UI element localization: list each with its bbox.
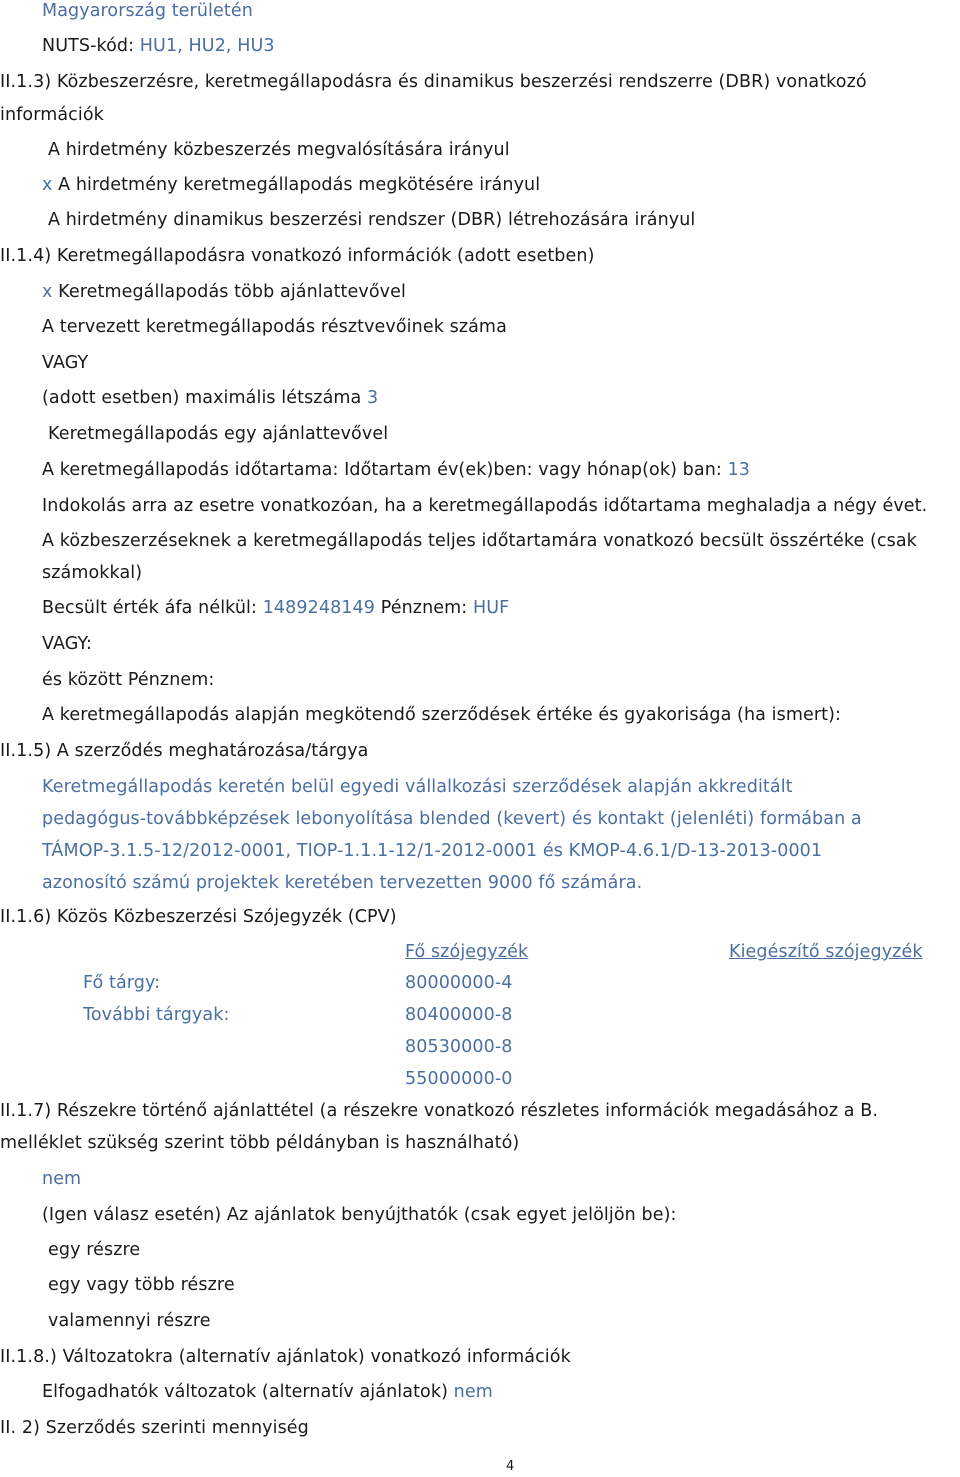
field-value: 13 [727,460,751,480]
field-value: 3 [367,388,379,408]
section-heading: II.1.7) Részekre történő ajánlattétel (a részekre vonatkozó részletes információk megadásához a B. [0,1101,879,1121]
field-label: Becsült érték áfa nélkül: [42,598,263,618]
cpv-more-code: 55000000-0 [405,1069,513,1089]
contract-description: pedagógus-továbbképzések lebonyolítása blended (kevert) és kontakt (jelenléti) formában a [42,809,862,829]
option-text: egy vagy több részre [48,1275,235,1295]
field-label: Indokolás arra az esetre vonatkozóan, ha a keretmegállapodás időtartama meghaladja a négy évet. [42,496,928,516]
section-heading: II. 2) Szerződés szerinti mennyiség [0,1418,309,1438]
or-text: VAGY: [42,634,92,654]
field-label-cont: számokkal) [42,563,143,583]
field-label: A keretmegállapodás időtartama: Időtartam év(ek)ben: vagy hónap(ok) ban: [42,460,728,480]
alternatives-line [42,1381,493,1403]
region-text: Magyarország területén [42,1,253,21]
cpv-header-extra: Kiegészítő szójegyzék [729,942,923,962]
field-label: Pénznem: [375,598,473,618]
field-value: nem [42,1169,82,1189]
option-checked [42,281,406,303]
estimated-value-line [42,597,509,619]
field-label: A tervezett keretmegállapodás résztvevőinek száma [42,317,507,337]
cpv-main-label: Fő tárgy: [83,973,161,993]
section-heading: II.1.3) Közbeszerzésre, keretmegállapodásra és dinamikus beszerzési rendszerre (DBR) vonatkozó [0,72,867,92]
option-text: Keretmegállapodás egy ajánlattevővel [48,424,389,444]
field-label: és között Pénznem: [42,670,215,690]
cpv-more-code: 80400000-8 [405,1005,513,1025]
nuts-label: NUTS-kód: [42,36,140,56]
field-value: nem [453,1382,493,1402]
field-label: Elfogadhatók változatok (alternatív ajánlatok) [42,1382,454,1402]
field-label: (adott esetben) maximális létszáma [42,388,368,408]
field-value: 1489248149 [262,598,376,618]
nuts-code-line [42,35,275,57]
option-checked [42,174,540,196]
field-label: A közbeszerzéseknek a keretmegállapodás teljes időtartamára vonatkozó becsült összértéke (csak [42,531,917,551]
section-heading: II.1.8.) Változatokra (alternatív ajánlatok) vonatkozó információk [0,1347,571,1367]
field-label: (Igen válasz esetén) Az ajánlatok benyújthatók (csak egyet jelöljön be): [42,1205,677,1225]
option-text: A hirdetmény dinamikus beszerzési rendszer (DBR) létrehozására irányul [48,210,696,230]
contract-description: Keretmegállapodás keretén belül egyedi vállalkozási szerződések alapján akkreditált [42,777,793,797]
cpv-main-code: 80000000-4 [405,973,513,993]
field-value: HUF [472,598,510,618]
check-mark: x [42,175,53,195]
option-text: valamennyi részre [48,1311,211,1331]
check-mark: x [42,282,53,302]
max-participants [42,387,378,409]
contract-description: TÁMOP-3.1.5-12/2012-0001, TIOP-1.1.1-12/1-2012-0001 és KMOP-4.6.1/D-13-2013-0001 [42,841,823,861]
option-text: egy részre [48,1240,141,1260]
section-heading-cont: információk [0,105,104,125]
cpv-more-label: További tárgyak: [83,1005,230,1025]
contract-description: azonosító számú projektek keretében tervezetten 9000 fő számára. [42,873,643,893]
section-heading: II.1.6) Közös Közbeszerzési Szójegyzék (CPV) [0,907,397,927]
section-heading: II.1.4) Keretmegállapodásra vonatkozó információk (adott esetben) [0,246,595,266]
option-text: A hirdetmény közbeszerzés megvalósítására irányul [48,140,510,160]
option-text: A hirdetmény keretmegállapodás megkötésére irányul [52,175,541,195]
page-number: 4 [506,1459,515,1474]
or-text: VAGY [42,353,89,373]
nuts-value: HU1, HU2, HU3 [139,36,275,56]
field-label: A keretmegállapodás alapján megkötendő szerződések értéke és gyakorisága (ha ismert): [42,705,842,725]
cpv-header-main: Fő szójegyzék [405,942,529,962]
duration-line [42,459,750,481]
option-text: Keretmegállapodás több ajánlattevővel [52,282,406,302]
section-heading-cont: melléklet szükség szerint több példányban is használható) [0,1133,520,1153]
section-heading: II.1.5) A szerződés meghatározása/tárgya [0,741,369,761]
cpv-more-code: 80530000-8 [405,1037,513,1057]
